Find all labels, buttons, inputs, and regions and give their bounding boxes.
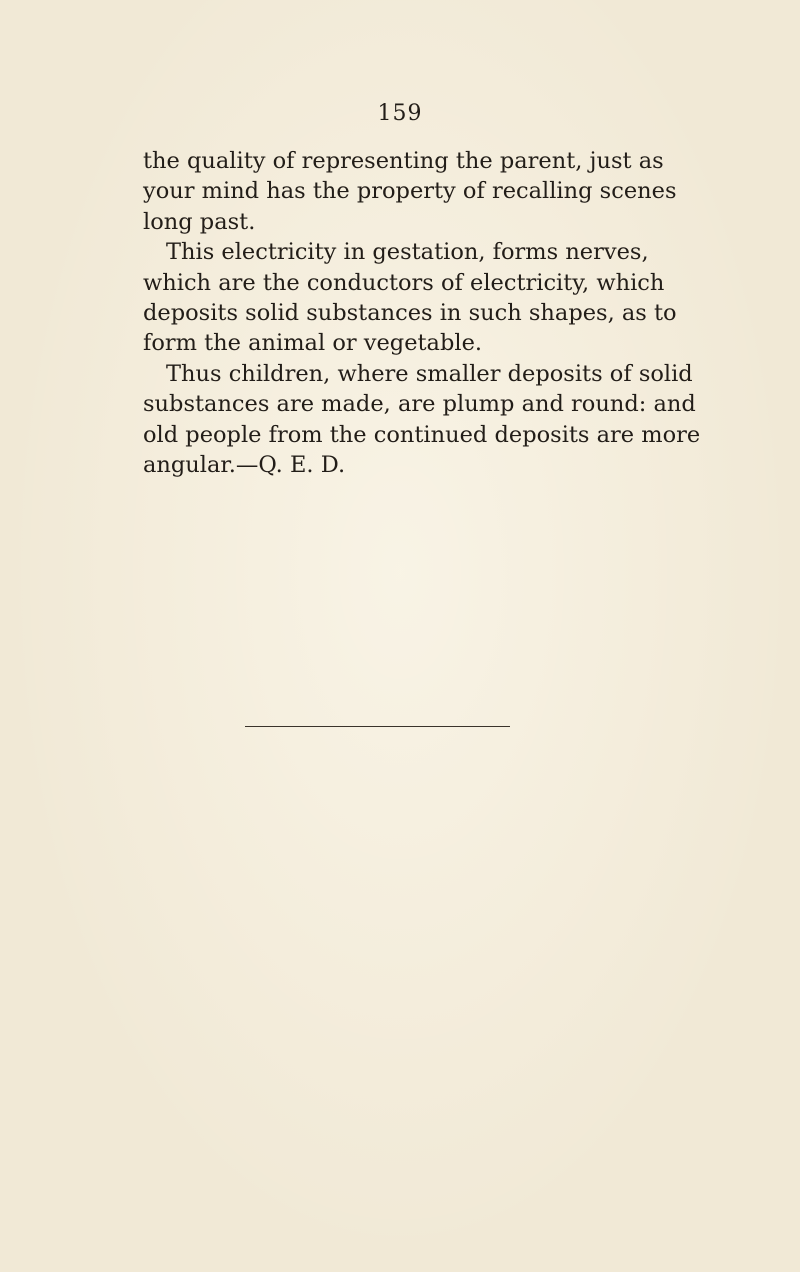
paragraph-1 <box>143 146 677 237</box>
text-line: the quality of representing the parent, just as <box>143 148 664 174</box>
text-line: your mind has the property of recalling scenes <box>143 178 677 205</box>
text-line: substances are made, are plump and round: and <box>143 391 696 418</box>
text-line: Thus children, where smaller deposits of solid <box>166 360 693 387</box>
text-line: This electricity in gestation, forms nerves, <box>166 239 649 266</box>
page-number: 159 <box>377 101 423 126</box>
body-text <box>143 146 701 480</box>
section-end-rule <box>245 726 510 727</box>
text-line: angular.—Q. E. D. <box>143 452 346 479</box>
paragraph-3 <box>143 359 701 481</box>
text-line: old people from the continued deposits are more <box>143 421 701 448</box>
paragraph-2 <box>143 237 677 359</box>
text-line: form the animal or vegetable. <box>143 330 483 357</box>
text-line: deposits solid substances in such shapes, as to <box>143 300 677 327</box>
text-line: which are the conductors of electricity, which <box>143 269 665 296</box>
text-line: long past. <box>143 208 256 235</box>
